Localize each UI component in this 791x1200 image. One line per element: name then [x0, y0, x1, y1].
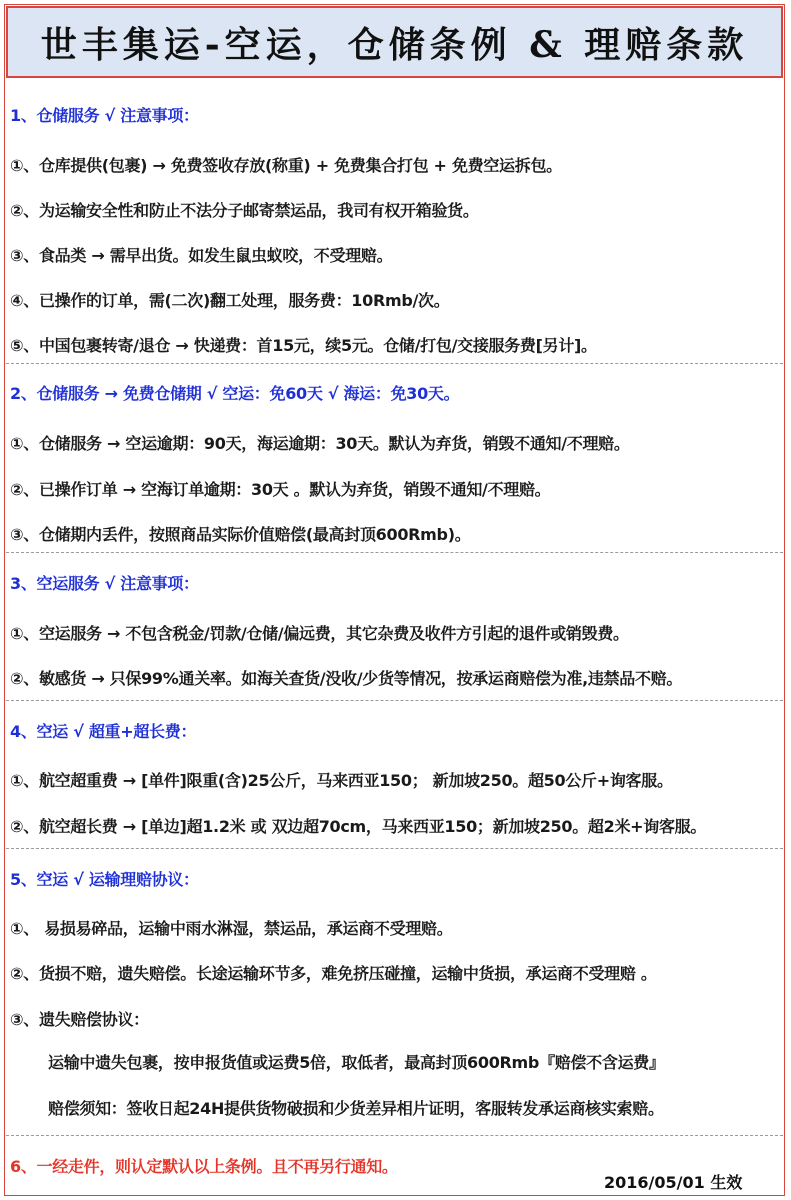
section-4-item-1: ①、航空超重费 → [单件]限重(含)25公斤，马来西亚150； 新加坡250。超50公斤+询客服。 — [10, 771, 673, 790]
section-1-item-1: ①、仓库提供(包裹) → 免费签收存放(称重) + 免费集合打包 + 免费空运拆包。 — [10, 156, 562, 175]
section-5-compensation-rule: 运输中遗失包裹，按申报货值或运费5倍，取低者，最高封顶600Rmb『赔偿不含运费』 — [48, 1053, 665, 1072]
section-1-item-5: ⑤、中国包裹转寄/退仓 → 快递费：首15元，续5元。仓储/打包/交接服务费[另计]。 — [10, 336, 597, 355]
section-1-item-3: ③、食品类 → 需早出货。如发生鼠虫蚁咬，不受理赔。 — [10, 246, 393, 265]
title-banner — [6, 6, 783, 78]
section-5-item-1: ①、 易损易碎品，运输中雨水淋湿，禁运品，承运商不受理赔。 — [10, 919, 453, 938]
section-3-item-1: ①、空运服务 → 不包含税金/罚款/仓储/偏远费，其它杂费及收件方引起的退件或销毁费。 — [10, 624, 629, 643]
section-5-item-2: ②、货损不赔，遗失赔偿。长途运输环节多，难免挤压碰撞，运输中货损，承运商不受理赔 。 — [10, 964, 657, 983]
section-5-item-3: ③、遗失赔偿协议： — [10, 1010, 149, 1029]
section-4-heading: 4、空运 √ 超重+超长费： — [10, 722, 197, 741]
section-1-item-2: ②、为运输安全性和防止不法分子邮寄禁运品，我司有权开箱验货。 — [10, 201, 479, 220]
section-divider — [6, 363, 783, 364]
section-2-item-2: ②、已操作订单 → 空海订单逾期：30天 。默认为弃货，销毁不通知/不理赔。 — [10, 480, 551, 499]
section-5-heading: 5、空运 √ 运输理赔协议： — [10, 870, 199, 889]
final-notice: 6、一经走件，则认定默认以上条例。且不再另行通知。 — [10, 1157, 398, 1176]
section-3-heading: 3、空运服务 √ 注意事项： — [10, 574, 199, 593]
section-divider — [6, 552, 783, 553]
section-divider — [6, 700, 783, 701]
section-1-item-4: ④、已操作的订单，需(二次)翻工处理，服务费：10Rmb/次。 — [10, 291, 450, 310]
effective-date: 2016/05/01 生效 — [604, 1173, 743, 1192]
section-divider — [6, 848, 783, 849]
section-3-item-2: ②、敏感货 → 只保99%通关率。如海关查货/没收/少货等情况，按承运商赔偿为准,违禁品不赔。 — [10, 669, 683, 688]
section-2-item-1: ①、仓储服务 → 空运逾期：90天，海运逾期：30天。默认为弃货，销毁不通知/不理赔。 — [10, 434, 630, 453]
section-1-heading: 1、仓储服务 √ 注意事项： — [10, 106, 199, 125]
section-divider — [6, 1135, 783, 1136]
section-4-item-2: ②、航空超长费 → [单边]超1.2米 或 双边超70cm，马来西亚150；新加坡250。超2米+询客服。 — [10, 817, 707, 836]
section-2-item-3: ③、仓储期内丢件，按照商品实际价值赔偿(最高封顶600Rmb)。 — [10, 525, 471, 544]
page-title: 世丰集运-空运，仓储条例 & 理赔条款 — [40, 23, 749, 66]
section-2-heading: 2、仓储服务 → 免费仓储期 √ 空运：免60天 √ 海运：免30天。 — [10, 384, 460, 403]
section-5-claim-note: 赔偿须知：签收日起24H提供货物破损和少货差异相片证明，客服转发承运商核实索赔。 — [48, 1099, 664, 1118]
